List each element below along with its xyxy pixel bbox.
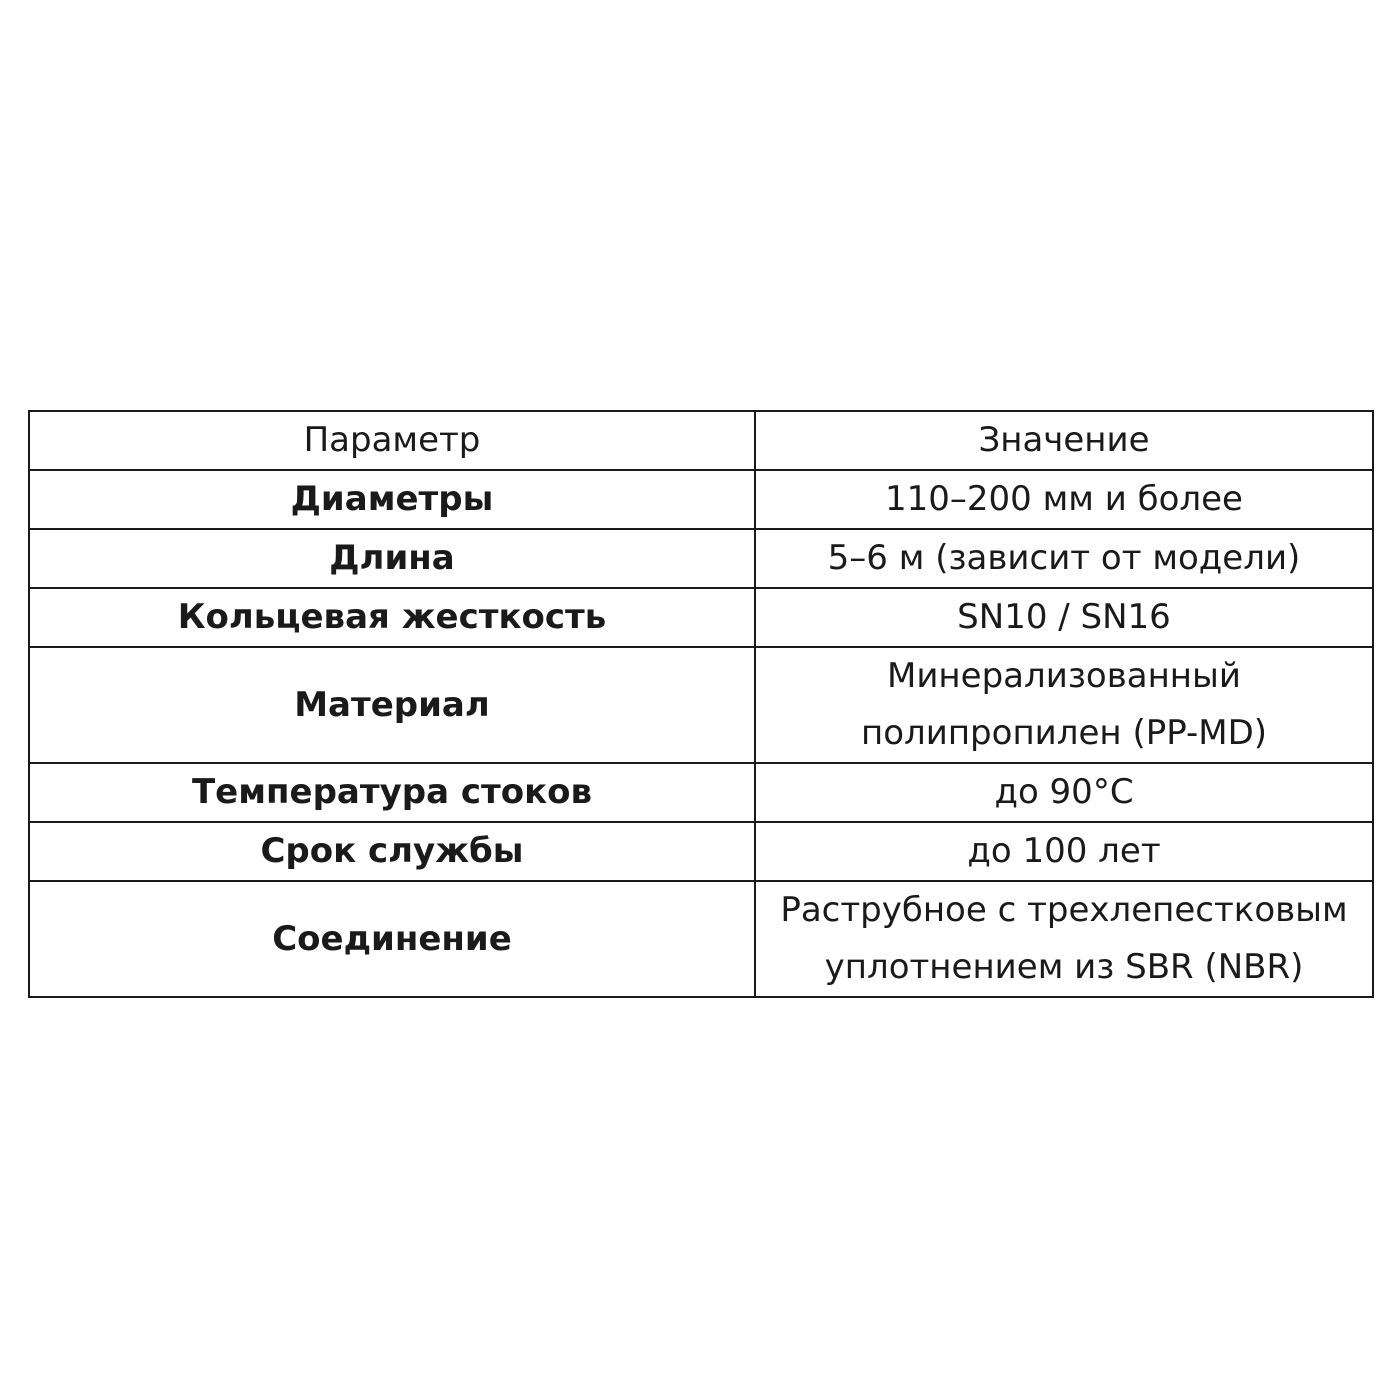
table-row-diameters bbox=[29, 470, 1373, 529]
header-parameter: Параметр bbox=[29, 411, 755, 470]
value-cell bbox=[755, 588, 1373, 647]
value-cell bbox=[755, 647, 1373, 763]
table-row-length bbox=[29, 529, 1373, 588]
parameter-cell: Материал bbox=[29, 647, 755, 763]
value-cell bbox=[755, 470, 1373, 529]
table-row-ring-stiffness bbox=[29, 588, 1373, 647]
parameter-cell: Диаметры bbox=[29, 470, 755, 529]
value-line: Раструбное с трехлепестковым bbox=[780, 890, 1348, 930]
value-line: до 100 лет bbox=[967, 831, 1161, 871]
value-cell bbox=[755, 822, 1373, 881]
value-line: Минерализованный bbox=[887, 656, 1241, 696]
value-line: 110–200 мм и более bbox=[885, 479, 1243, 519]
table-row-connection bbox=[29, 881, 1373, 997]
header-value: Значение bbox=[755, 411, 1373, 470]
value-cell bbox=[755, 881, 1373, 997]
value-line: 5–6 м (зависит от модели) bbox=[827, 538, 1301, 578]
parameter-cell: Кольцевая жесткость bbox=[29, 588, 755, 647]
table-header-row bbox=[29, 411, 1373, 470]
table-row-material bbox=[29, 647, 1373, 763]
value-cell bbox=[755, 529, 1373, 588]
specifications-table bbox=[28, 410, 1374, 998]
parameter-cell: Соединение bbox=[29, 881, 755, 997]
parameter-cell: Срок службы bbox=[29, 822, 755, 881]
value-line: уплотнением из SBR (NBR) bbox=[824, 947, 1304, 987]
parameter-cell: Температура стоков bbox=[29, 763, 755, 822]
table-row-service-life bbox=[29, 822, 1373, 881]
value-line: SN10 / SN16 bbox=[957, 597, 1171, 637]
value-line: до 90°C bbox=[994, 772, 1134, 812]
table-row-temperature bbox=[29, 763, 1373, 822]
value-line: полипропилен (PP-MD) bbox=[860, 713, 1268, 753]
parameter-cell: Длина bbox=[29, 529, 755, 588]
value-cell bbox=[755, 763, 1373, 822]
